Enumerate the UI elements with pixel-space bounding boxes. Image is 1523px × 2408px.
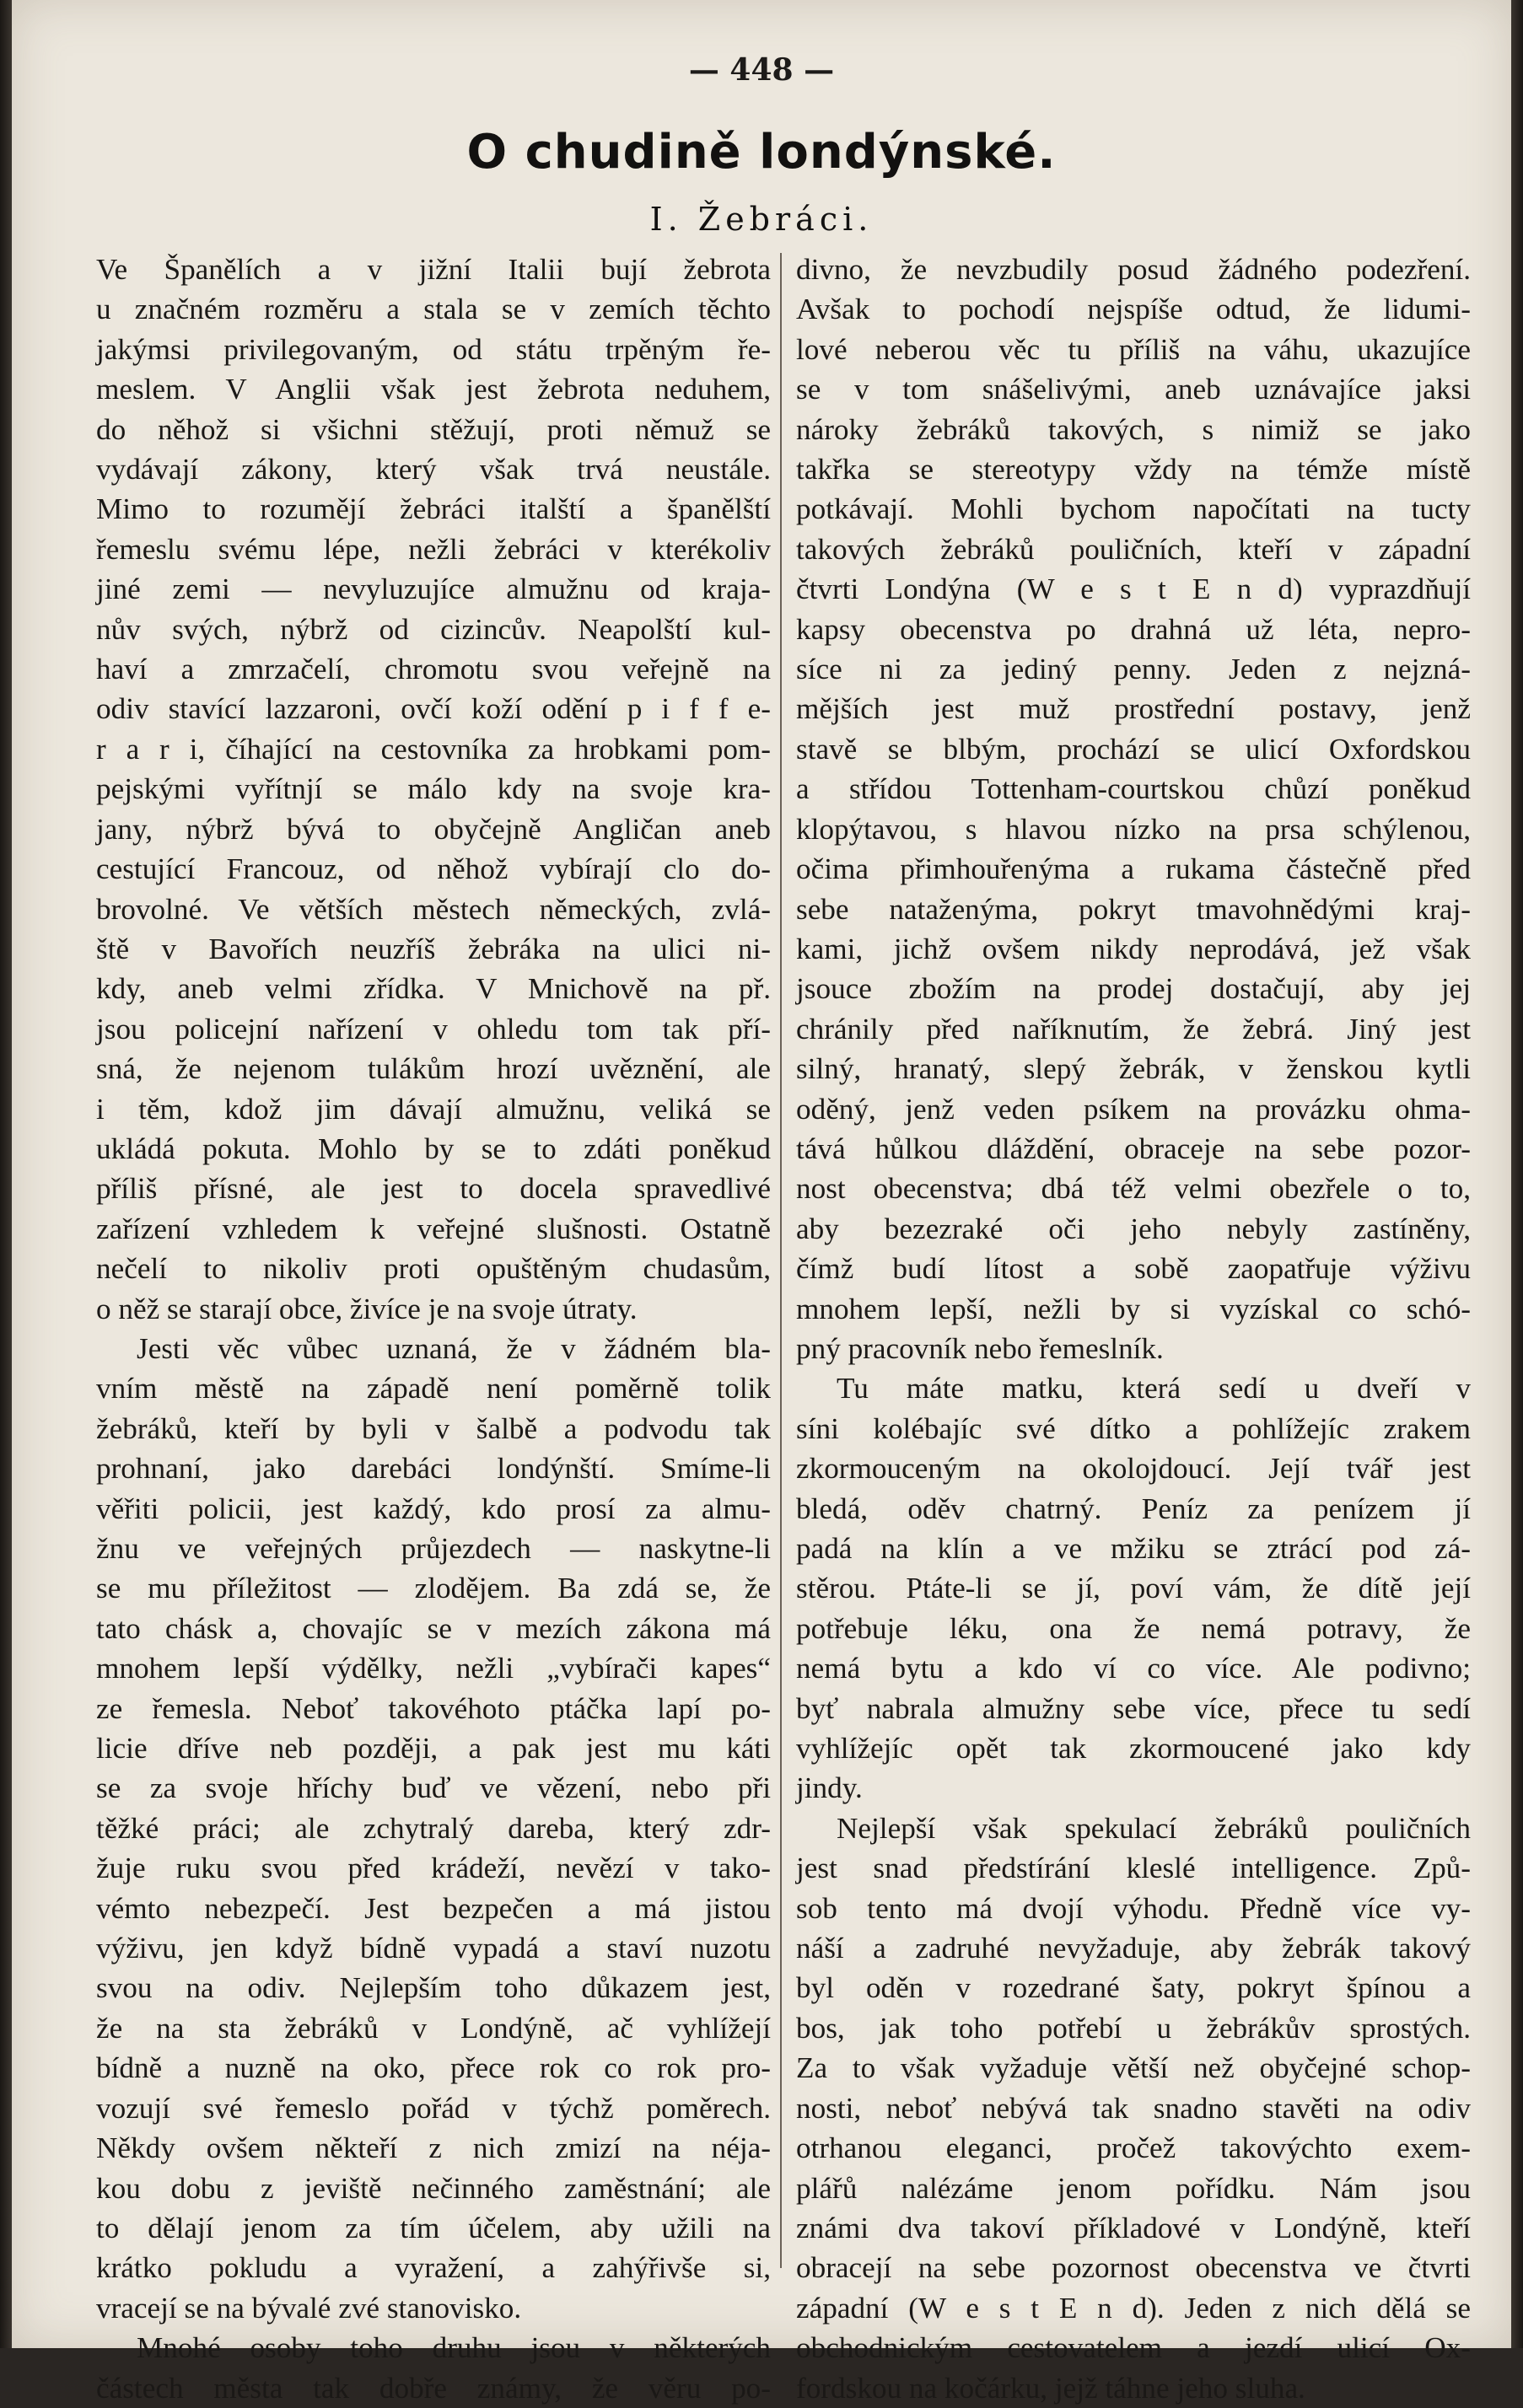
text-line: kdy, aneb velmi zřídka. V Mnichově na př. — [96, 972, 771, 1006]
text-line: fordskou na kočárku, jejž táhne jeho sluha. — [796, 2371, 1305, 2405]
text-line: Někdy ovšem někteří z nich zmizí na néja- — [96, 2131, 771, 2165]
text-line: jany, nýbrž bývá to obyčejně Angličan aneb — [96, 812, 771, 846]
text-line: jsou policejní nařízení v ohledu tom tak pří- — [96, 1012, 771, 1045]
text-line: byl oděn v rozedrané šaty, pokryt špínou a — [796, 1971, 1471, 2005]
text-line: obchodnickým cestovatelem a jezdí ulicí Ox- — [796, 2331, 1471, 2365]
left-text-column — [96, 250, 771, 2408]
article-title: O chudině londýnské. — [466, 125, 1057, 180]
text-line: žnu ve veřejných průjezdech — naskytne-li — [96, 1532, 771, 1565]
page-number: — 448 — — [688, 52, 835, 88]
text-line: jest snad předstírání kleslé intelligence. Způ- — [796, 1852, 1471, 1885]
text-line: síce ni za jediný penny. Jeden z nejzná- — [796, 653, 1471, 686]
column-divider — [780, 253, 782, 2268]
text-line: divno, že nevzbudily posud žádného podezření. — [796, 253, 1471, 286]
text-line: žebráků, kteří by byli v šalbě a podvodu tak — [96, 1411, 771, 1445]
text-line: mnohem lepší, nežli by si vyzískal co schó- — [796, 1292, 1471, 1325]
text-line: odiv stavící lazzaroni, ovčí koží odění p i f f e- — [96, 692, 771, 726]
text-line: řemeslu svému lépe, nežli žebráci v kterékoliv — [96, 532, 771, 566]
text-line: to dělají jenom za tím účelem, aby užili na — [96, 2211, 771, 2244]
text-line: otrhanou eleganci, pročež takovýchto exem- — [796, 2131, 1471, 2165]
text-line: nečelí to nikoliv proti opuštěným chudasům, — [96, 1252, 771, 1286]
text-line: bledá, oděv chatrný. Peníz za penízem jí — [796, 1492, 1471, 1525]
text-line: stěrou. Ptáte-li se jí, poví vám, že dítě její — [796, 1572, 1471, 1605]
text-line: kapsy obecenstva po drahná už léta, nepro- — [796, 612, 1471, 646]
text-line: vydávají zákony, který však trvá neustále. — [96, 453, 771, 486]
text-line: Tu máte matku, která sedí u dveří v — [837, 1372, 1471, 1406]
text-line: sob tento má dvojí výhodu. Předně více vy- — [796, 1891, 1471, 1925]
text-line: síni kolébajíc své dítko a pohlížejíc zrakem — [796, 1411, 1471, 1445]
text-line: ukládá pokuta. Mohlo by se to zdáti poněkud — [96, 1131, 771, 1165]
text-line: r a r i, číhající na cestovníka za hrobkami pom- — [96, 732, 771, 766]
text-line: brovolné. Ve větších městech německých, zvlá- — [96, 892, 771, 926]
text-line: známi dva takoví příkladové v Londýně, kteří — [796, 2211, 1471, 2244]
text-line: oděný, jenž veden psíkem na provázku ohma- — [796, 1092, 1471, 1126]
text-line: čímž budí lítost a sobě zaopatřuje výživu — [796, 1252, 1471, 1286]
text-line: krátko pokludu a vyražení, a zahýřivše si, — [96, 2251, 771, 2285]
text-line: takových žebráků pouličních, kteří v západní — [796, 532, 1471, 566]
text-line: se mu příležitost — zlodějem. Ba zdá se, že — [96, 1572, 771, 1605]
text-line: příliš přísné, ale jest to docela spravedlivé — [96, 1172, 771, 1206]
text-line: lové neberou věc tu příliš na váhu, ukazujíce — [796, 332, 1471, 366]
text-line: klopýtavou, s hlavou nízko na prsa schýlenou, — [796, 812, 1471, 846]
text-line: ště v Bavořích neuzříš žebráka na ulici ni- — [96, 932, 771, 965]
text-line: prohnaní, jako darebáci londýnští. Smíme-li — [96, 1452, 771, 1486]
text-line: ze řemesla. Neboť takovéhoto ptáčka lapí po- — [96, 1691, 771, 1725]
text-line: sebe nataženýma, pokryt tmavohnědými kraj- — [796, 892, 1471, 926]
text-line: Za to však vyžaduje větší než obyčejné schop- — [796, 2051, 1471, 2085]
text-line: se v tom snášelivými, aneb uznávajíce jaksi — [796, 373, 1471, 406]
scan-edge-left — [0, 0, 12, 2348]
text-line: meslem. V Anglii však jest žebrota neduhem, — [96, 373, 771, 406]
right-text-column — [796, 250, 1471, 2408]
text-line: Mnohé osoby toho druhu jsou v některých — [137, 2331, 771, 2365]
book-page — [12, 0, 1511, 2405]
text-line: Jesti věc vůbec uznaná, že v žádném bla- — [137, 1331, 771, 1365]
text-line: stavě se blbým, prochází se ulicí Oxfordskou — [796, 732, 1471, 766]
scan-edge-right — [1511, 0, 1523, 2348]
text-line: jsouce zbožím na prodej dostačují, aby jej — [796, 972, 1471, 1006]
text-line: obracejí na sebe pozornost obecenstva ve čtvrti — [796, 2251, 1471, 2285]
text-line: vémto nebezpečí. Jest bezpečen a má jistou — [96, 1891, 771, 1925]
text-line: takřka se stereotypy vždy na témže místě — [796, 453, 1471, 486]
text-line: jindy. — [796, 1771, 863, 1805]
text-line: kami, jichž ovšem nikdy neprodává, jež však — [796, 932, 1471, 965]
text-line: očima přimhouřenýma a rukama částečně před — [796, 852, 1471, 886]
text-line: tato chásk a, chovajíc se v mezích zákona má — [96, 1611, 771, 1645]
text-line: pný pracovník nebo řemeslník. — [796, 1331, 1164, 1365]
text-line: do něhož si všichni stěžují, proti němuž se — [96, 412, 771, 446]
text-line: náší a zadruhé nevyžaduje, aby žebrák takový — [796, 1932, 1471, 1965]
text-line: žuje ruku svou před krádeží, nevězí v tako- — [96, 1852, 771, 1885]
text-line: že na sta žebráků v Londýně, ač vyhlížejí — [96, 2011, 771, 2045]
text-line: vozují své řemeslo pořád v týchž poměrech. — [96, 2091, 771, 2125]
text-line: padá na klín a ve mžiku se ztrácí pod zá- — [796, 1532, 1471, 1565]
section-heading: I. Žebráci. — [649, 201, 874, 238]
text-line: jakýmsi privilegovaným, od státu trpěným ře- — [96, 332, 771, 366]
text-line: výživu, jen když bídně vypadá a staví nuzotu — [96, 1932, 771, 1965]
text-line: o něž se starají obce, živíce je na svoje útraty. — [96, 1292, 638, 1325]
text-line: i těm, kdož jim dávají almužnu, veliká se — [96, 1092, 771, 1126]
text-line: haví a zmrzačelí, chromotu svou veřejně na — [96, 653, 771, 686]
text-line: věřiti policii, jest každý, kdo prosí za almu- — [96, 1492, 771, 1525]
text-line: chránily před naříknutím, že žebrá. Jiný jest — [796, 1012, 1471, 1045]
text-line: mnohem lepší výdělky, nežli „vybírači kapes“ — [96, 1652, 771, 1685]
text-line: čtvrti Londýna (W e s t E n d) vyprazdňují — [796, 572, 1471, 606]
text-line: plářů nalézáme jenom pořídku. Nám jsou — [796, 2171, 1471, 2205]
text-line: zařízení vzhledem k veřejné slušnosti. Ostatně — [96, 1212, 771, 1245]
text-line: vním městě na západě není poměrně tolik — [96, 1372, 771, 1406]
text-line: a střídou Tottenham-courtskou chůzí poněkud — [796, 772, 1471, 806]
text-line: Nejlepší však spekulací žebráků pouličních — [837, 1811, 1471, 1845]
text-line: vyhlížejíc opět tak zkormoucené jako kdy — [796, 1732, 1471, 1766]
text-line: bos, jak toho potřebí u žebrákův sprostých. — [796, 2011, 1471, 2045]
text-line: nosti, neboť nebývá tak snadno stavěti na odiv — [796, 2091, 1471, 2125]
text-line: potkávají. Mohli bychom napočítati na tucty — [796, 492, 1471, 526]
text-line: Avšak to pochodí nejspíše odtud, že lidumi- — [796, 293, 1471, 326]
text-line: potřebuje léku, ona že nemá potravy, že — [796, 1611, 1471, 1645]
text-line: cestující Francouz, od něhož vybírají clo do- — [96, 852, 771, 886]
text-line: silný, hranatý, slepý žebrák, v ženskou kytli — [796, 1052, 1471, 1086]
text-line: nost obecenstva; dbá též velmi obezřele o to, — [796, 1172, 1471, 1206]
text-line: vracejí se na bývalé zvé stanovisko. — [96, 2291, 522, 2325]
text-line: kou dobu z jeviště nečinného zaměstnání; ale — [96, 2171, 771, 2205]
text-line: západní (W e s t E n d). Jeden z nich dělá se — [796, 2291, 1471, 2325]
text-line: svou na odiv. Nejlepším toho důkazem jest, — [96, 1971, 771, 2005]
text-line: se za svoje hříchy buď ve vězení, nebo při — [96, 1771, 771, 1805]
text-line: Ve Španělích a v jižní Italii bují žebrota — [96, 253, 771, 286]
text-line: jiné zemi — nevyluzujíce almužnu od kraja- — [96, 572, 771, 606]
text-line: Mimo to rozumějí žebráci italští a španělští — [96, 492, 771, 526]
text-line: nův svých, nýbrž od cizincův. Neapolští kul- — [96, 612, 771, 646]
text-line: pejskými vyřítnjí se málo kdy na svoje kra- — [96, 772, 771, 806]
text-line: tává hůlkou dláždění, obraceje na sebe pozor- — [796, 1131, 1471, 1165]
text-line: aby bezezraké oči jeho nebyly zastíněny, — [796, 1212, 1471, 1245]
text-line: nároky žebráků takových, s nimiž se jako — [796, 412, 1471, 446]
text-line: byť nabrala almužny sebe více, přece tu sedí — [796, 1691, 1471, 1725]
text-line: u značném rozměru a stala se v zemích těchto — [96, 293, 771, 326]
text-line: mějších jest muž prostřední postavy, jenž — [796, 692, 1471, 726]
text-line: licie dříve neb později, a pak jest mu káti — [96, 1732, 771, 1766]
text-line: zkormouceným na okolojdoucí. Její tvář jest — [796, 1452, 1471, 1486]
text-line: nemá bytu a kdo ví co více. Ale podivno; — [796, 1652, 1471, 1685]
text-line: částech města tak dobře známy, že věru po- — [96, 2371, 771, 2405]
text-line: těžké práci; ale zchytralý dareba, který zdr- — [96, 1811, 771, 1845]
text-line: bídně a nuzně na oko, přece rok co rok pro- — [96, 2051, 771, 2085]
text-line: sná, že nejenom tulákům hrozí uvěznění, ale — [96, 1052, 771, 1086]
